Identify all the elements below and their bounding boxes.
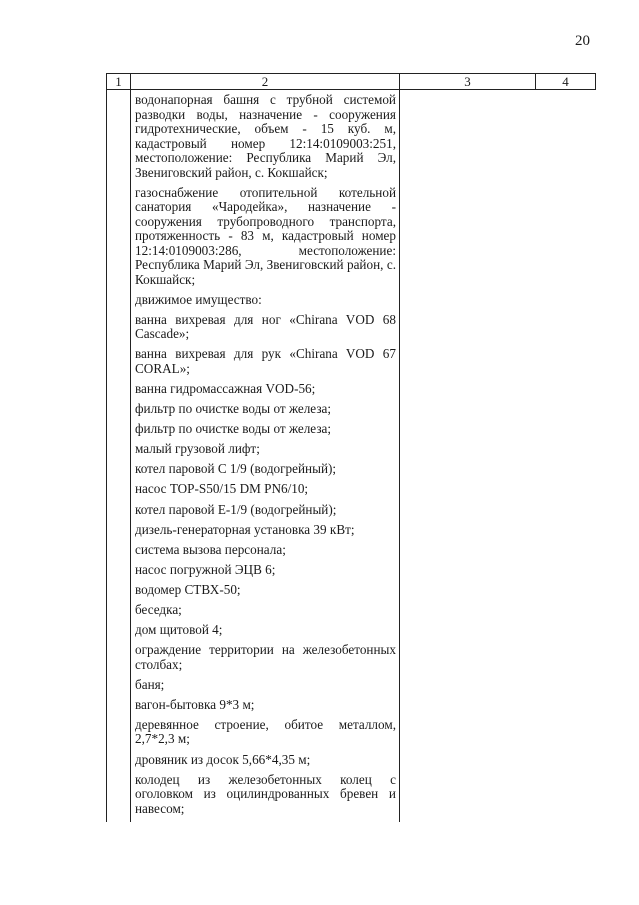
table-entry: система вызова персонала;: [135, 541, 286, 557]
property-table: [106, 73, 596, 822]
table-entry: ванна вихревая для рук «Chirana VOD 67 CORAL»;: [135, 346, 396, 376]
table-entry: дизель-генераторная установка 39 кВт;: [135, 521, 355, 537]
cell-col-2: [131, 90, 400, 822]
table-entry: ванна вихревая для ног «Chirana VOD 68 Cascade»;: [135, 311, 396, 342]
table-entry: малый грузовой лифт;: [135, 441, 260, 457]
page-number: 20: [575, 33, 590, 49]
table-entry: водомер СТВХ-50;: [135, 581, 241, 597]
table-entry: ограждение территории на железобетонных столбах;: [135, 642, 396, 672]
header-col-2: 2: [131, 74, 400, 90]
table-header-row: [107, 74, 596, 90]
table-entry: беседка;: [135, 602, 182, 617]
cell-col-1: [107, 90, 131, 822]
table-entry: водонапорная башня с трубной системой разводки воды, назначение - сооружения гидротехнические, объем - 15 куб. м, кадастровый номер 12:14:0109003:251, местоположение: Республика Марий Эл, Звениговский район, с. Кокшайск;: [135, 92, 396, 180]
table-entry: котел паровой С 1/9 (водогрейный);: [135, 461, 337, 477]
header-col-3: 3: [400, 74, 536, 90]
table-entry: насос TOP-S50/15 DM PN6/10;: [135, 481, 309, 497]
table-entry: насос погружной ЭЦВ 6;: [135, 561, 276, 577]
table-entry: деревянное строение, обитое металлом, 2,7*2,3 м;: [135, 716, 396, 747]
cell-col-4: [536, 90, 596, 822]
table-entry: колодец из железобетонных колец с оголовком из оцилиндрованных бревен и навесом;: [135, 771, 396, 816]
table-entry: баня;: [135, 676, 165, 692]
table-entry: движимое имущество:: [135, 291, 262, 307]
table-entry: дом щитовой 4;: [135, 622, 223, 638]
cell-col-3: [400, 90, 536, 822]
header-col-1: 1: [107, 74, 131, 90]
table-entry: фильтр по очистке воды от железа;: [135, 401, 332, 417]
table-entry: вагон-бытовка 9*3 м;: [135, 696, 255, 712]
table-entry: котел паровой Е-1/9 (водогрейный);: [135, 501, 337, 517]
table-entry: фильтр по очистке воды от железа;: [135, 421, 332, 437]
table-entry: ванна гидромассажная VOD-56;: [135, 380, 316, 396]
table-entry: дровяник из досок 5,66*4,35 м;: [135, 751, 311, 767]
table-body-row: [107, 90, 596, 822]
header-col-4: 4: [536, 74, 596, 90]
table-entry: газоснабжение отопительной котельной санатория «Чародейка», назначение - сооружения трубопроводного транспорта, протяженность - 83 м, кадастровый номер 12:14:0109003:286, местоположение: Республика Марий Эл, Звениговский район, с. Кокшайск;: [135, 184, 396, 287]
